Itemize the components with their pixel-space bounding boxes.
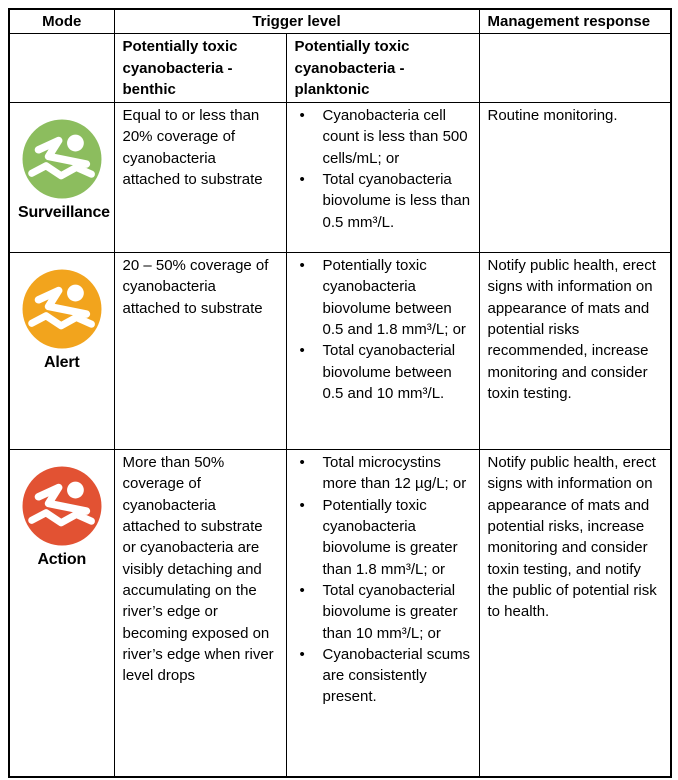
bullet-item: • Total cyanobacteria biovolume is less than 0.5 mm³/L. [295, 169, 471, 233]
mode-cell-surveillance [9, 103, 114, 253]
subheader-benthic: Potentially toxic cyanobacteria - benthic [114, 34, 286, 103]
header-row [9, 9, 671, 34]
cyanobacteria-alert-levels-table [8, 8, 672, 778]
bullet-item: • Potentially toxic cyanobacteria biovolume between 0.5 and 1.8 mm³/L; or [295, 255, 471, 340]
mode-label: Alert [44, 354, 80, 372]
management-response-action: Notify public health, erect signs with information on appearance of mats and potential risks, increase monitoring and consider toxin testing, and notify the public of potential risk to health. [479, 450, 671, 777]
column-header-management-response: Management response [479, 9, 671, 34]
bullet-list [295, 105, 471, 233]
benthic-trigger-action: More than 50% coverage of cyanobacteria attached to substrate or cyanobacteria are visibly detaching and accumulating on the river’s edge or becoming exposed on river’s edge when river level drops [114, 450, 286, 777]
table-row-surveillance [9, 103, 671, 253]
table-row-alert [9, 253, 671, 450]
bullet-item: • Potentially toxic cyanobacteria biovolume is greater than 1.8 mm³/L; or [295, 495, 471, 580]
mode-cell-alert [9, 253, 114, 450]
column-header-mode: Mode [9, 9, 114, 34]
bullet-item: • Cyanobacterial scums are consistently present. [295, 644, 471, 708]
benthic-trigger-alert: 20 – 50% coverage of cyanobacteria attached to substrate [114, 253, 286, 450]
planktonic-trigger-alert [286, 253, 479, 450]
subheader-row [9, 34, 671, 103]
swimmer-icon [20, 117, 104, 201]
column-header-trigger-level: Trigger level [114, 9, 479, 34]
benthic-trigger-surveillance: Equal to or less than 20% coverage of cyanobacteria attached to substrate [114, 103, 286, 253]
swimmer-icon [20, 267, 104, 351]
bullet-list [295, 255, 471, 404]
subheader-empty-management [479, 34, 671, 103]
planktonic-trigger-action [286, 450, 479, 777]
management-response-alert: Notify public health, erect signs with information on appearance of mats and potential risks recommended, increase monitoring and consider toxin testing. [479, 253, 671, 450]
bullet-item: • Total cyanobacterial biovolume between 0.5 and 10 mm³/L. [295, 340, 471, 404]
mode-label: Surveillance [18, 204, 110, 222]
bullet-item: • Total microcystins more than 12 µg/L; or [295, 452, 471, 495]
mode-cell-action [9, 450, 114, 777]
subheader-planktonic: Potentially toxic cyanobacteria - planktonic [286, 34, 479, 103]
management-response-surveillance: Routine monitoring. [479, 103, 671, 253]
bullet-item: • Total cyanobacterial biovolume is greater than 10 mm³/L; or [295, 580, 471, 644]
bullet-list [295, 452, 471, 708]
bullet-item: • Cyanobacteria cell count is less than 500 cells/mL; or [295, 105, 471, 169]
planktonic-trigger-surveillance [286, 103, 479, 253]
mode-label: Action [37, 551, 87, 569]
table-row-action [9, 450, 671, 777]
subheader-empty-mode [9, 34, 114, 103]
swimmer-icon [20, 464, 104, 548]
